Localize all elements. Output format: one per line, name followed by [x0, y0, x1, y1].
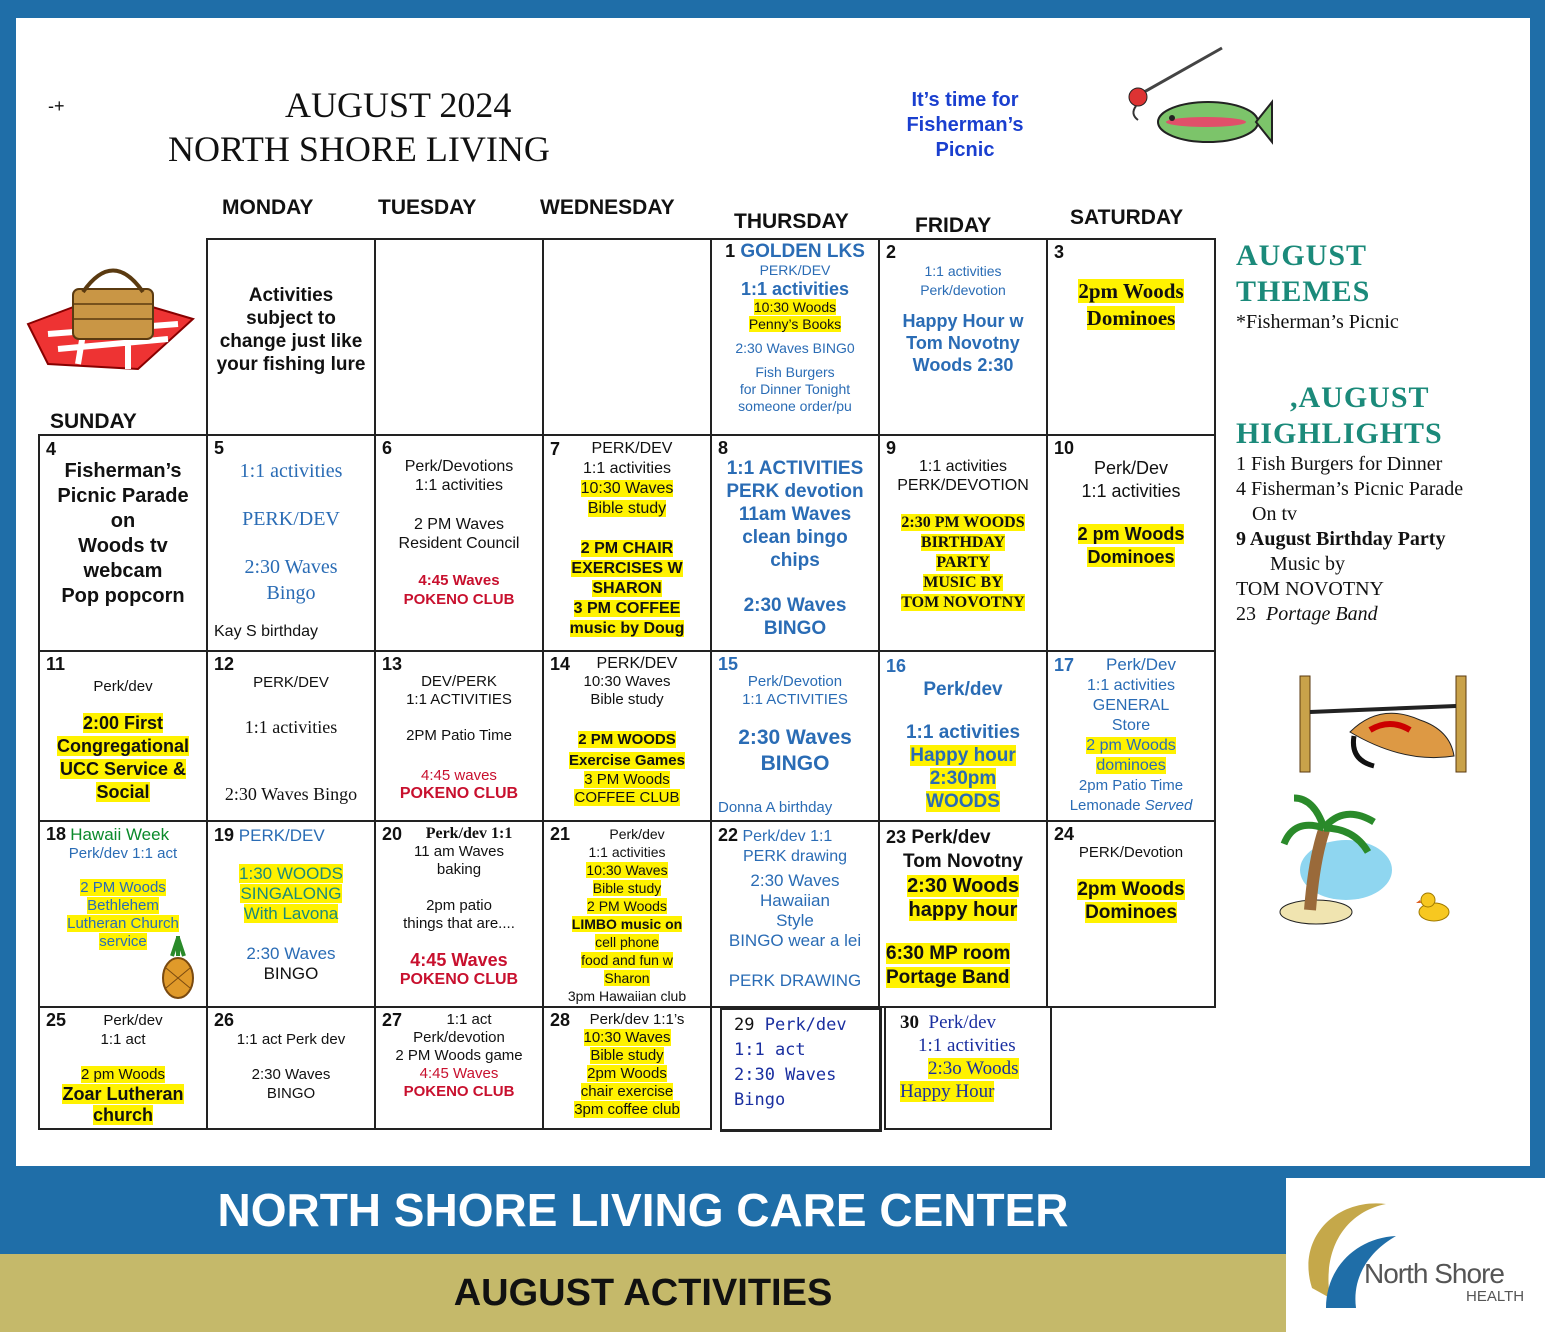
- logo-wordmark: North Shore: [1364, 1258, 1504, 1289]
- calendar-day-19: 19 PERK/DEV 1:30 WOODS SINGALONG With Lavona 2:30 Waves BINGO: [206, 820, 376, 1008]
- calendar-title-month: AUGUST 2024: [285, 85, 512, 125]
- highlight-item: Music by: [1270, 553, 1345, 575]
- footer-activities-banner: AUGUST ACTIVITIES: [0, 1254, 1286, 1332]
- calendar-day-4: 4 Fisherman’s Picnic Parade on Woods tv webcam Pop popcorn: [38, 434, 208, 652]
- day-header-thursday: THURSDAY: [734, 210, 849, 233]
- calendar-day-1: 1 GOLDEN LKS PERK/DEV 1:1 activities 10:30 Woods Penny’s Books 2:30 Waves BING0 Fish Burgers for Dinner Tonight someone order/pu: [710, 238, 880, 436]
- calendar-title-facility: NORTH SHORE LIVING: [168, 129, 550, 169]
- calendar-day-27: 27 1:1 act Perk/devotion 2 PM Woods game 4:45 Waves POKENO CLUB: [374, 1006, 544, 1130]
- calendar-day-15: 15 Perk/Devotion 1:1 ACTIVITIES 2:30 Waves BINGO Donna A birthday: [710, 650, 880, 822]
- day-header-wednesday: WEDNESDAY: [540, 196, 675, 219]
- highlight-item: 1 Fish Burgers for Dinner: [1236, 453, 1443, 475]
- calendar-day-17: 17 Perk/Dev 1:1 activities GENERAL Store 2 pm Woods dominoes 2pm Patio Time Lemonade Served: [1046, 650, 1216, 822]
- highlights-heading: ,AUGUST: [1290, 381, 1430, 414]
- calendar-day-28: 28 Perk/dev 1:1’s 10:30 Waves Bible study 2pm Woods chair exercise 3pm coffee club: [542, 1006, 712, 1130]
- calendar-day-23: 23 Perk/dev Tom Novotny 2:30 Woods happy hour 6:30 MP room Portage Band: [878, 820, 1048, 1008]
- activities-note: Activities subject to change just like your fishing lure: [216, 285, 366, 375]
- calendar-day-11: 11 Perk/dev 2:00 First Congregational UCC Service & Social: [38, 650, 208, 822]
- calendar-day-7: 7 PERK/DEV 1:1 activities 10:30 Waves Bible study 2 PM CHAIR EXERCISES W SHARON 3 PM COFFEE music by Doug: [542, 434, 712, 652]
- calendar-day-3: 3 2pm Woods Dominoes: [1046, 238, 1216, 436]
- themes-heading: AUGUST: [1236, 239, 1368, 272]
- calendar-day-2: 2 1:1 activities Perk/devotion Happy Hour w Tom Novotny Woods 2:30: [878, 238, 1048, 436]
- highlight-item: 4 Fisherman’s Picnic Parade: [1236, 478, 1464, 500]
- fisherman-tagline: It’s time for Fisherman’s Picnic: [906, 89, 1024, 161]
- calendar-day-21: 21 Perk/dev 1:1 activities 10:30 Waves Bible study 2 PM Woods LIMBO music on cell phone food and fun w Sharon 3pm Hawaiian club: [542, 820, 712, 1008]
- palm-tree-icon: [1276, 790, 1396, 935]
- calendar-day-13: 13 DEV/PERK 1:1 ACTIVITIES 2PM Patio Time 4:45 waves POKENO CLUB: [374, 650, 544, 822]
- pineapple-icon: [158, 934, 198, 1000]
- corner-mark: -+: [48, 96, 65, 116]
- day-header-friday: FRIDAY: [915, 214, 992, 237]
- calendar-day-30: 30 Perk/dev 1:1 activities 2:3o Woods Happy Hour: [884, 1006, 1052, 1130]
- calendar-day-18: 18 Hawaii Week Perk/dev 1:1 act 2 PM Woods Bethlehem Lutheran Church service: [38, 820, 208, 1008]
- theme-item: *Fisherman’s Picnic: [1236, 311, 1399, 333]
- fish-icon: [1120, 42, 1280, 162]
- themes-heading-sub: THEMES: [1236, 275, 1371, 308]
- calendar-day-29: 29 Perk/dev 1:1 act 2:30 Waves Bingo: [720, 1008, 882, 1132]
- august-themes: [1236, 238, 1526, 335]
- highlights-heading-sub: HIGHLIGHTS: [1236, 417, 1443, 450]
- limbo-icon: [1290, 670, 1480, 780]
- calendar-day-25: 25 Perk/dev 1:1 act 2 pm Woods Zoar Lutheran church: [38, 1006, 208, 1130]
- highlight-item: On tv: [1252, 503, 1297, 525]
- calendar-day-9: 9 1:1 activities PERK/DEVOTION 2:30 PM WOODS BIRTHDAY PARTY MUSIC BY TOM NOVOTNY: [878, 434, 1048, 652]
- calendar-day-6: 6 Perk/Devotions 1:1 activities 2 PM Waves Resident Council 4:45 Waves POKENO CLUB: [374, 434, 544, 652]
- calendar-note-cell: [206, 238, 376, 436]
- calendar-day-5: 5 1:1 activities PERK/DEV 2:30 Waves Bingo Kay S birthday: [206, 434, 376, 652]
- day-header-tuesday: TUESDAY: [378, 196, 477, 219]
- highlight-item: 23 Portage Band: [1236, 603, 1378, 625]
- highlight-item: 9 August Birthday Party: [1236, 528, 1446, 550]
- north-shore-health-logo: [1286, 1178, 1545, 1332]
- footer-facility-banner: NORTH SHORE LIVING CARE CENTER: [0, 1166, 1286, 1254]
- calendar-day-12: 12 PERK/DEV 1:1 activities 2:30 Waves Bingo: [206, 650, 376, 822]
- calendar-cell-empty: [542, 238, 712, 436]
- calendar-day-22: 22 Perk/dev 1:1 PERK drawing 2:30 Waves Hawaiian Style BINGO wear a lei PERK DRAWING: [710, 820, 880, 1008]
- picnic-basket-icon: [18, 244, 198, 374]
- calendar-day-26: 26 1:1 act Perk dev 2:30 Waves BINGO: [206, 1006, 376, 1130]
- calendar-day-20: 20 Perk/dev 1:1 11 am Waves baking 2pm patio things that are.... 4:45 Waves POKENO CLUB: [374, 820, 544, 1008]
- calendar-day-10: 10 Perk/Dev 1:1 activities 2 pm Woods Dominoes: [1046, 434, 1216, 652]
- calendar-day-14: 14 PERK/DEV 10:30 Waves Bible study 2 PM WOODS Exercise Games 3 PM Woods COFFEE CLUB: [542, 650, 712, 822]
- day-header-saturday: SATURDAY: [1070, 206, 1184, 229]
- day-header-sunday: SUNDAY: [50, 410, 137, 433]
- calendar-cell-empty: [374, 238, 544, 436]
- logo-swoosh-icon: [1286, 1178, 1545, 1332]
- highlight-item: TOM NOVOTNY: [1236, 578, 1384, 600]
- calendar-day-16: 16 Perk/dev 1:1 activities Happy hour 2:30pm WOODS: [878, 650, 1048, 822]
- calendar-day-8: 8 1:1 ACTIVITIES PERK devotion 11am Waves clean bingo chips 2:30 Waves BINGO: [710, 434, 880, 652]
- rubber-duck-icon: [1416, 888, 1452, 922]
- calendar-day-24: 24 PERK/Devotion 2pm Woods Dominoes: [1046, 820, 1216, 1008]
- logo-subword: HEALTH: [1466, 1288, 1525, 1305]
- august-highlights: [1236, 380, 1536, 627]
- day-header-monday: MONDAY: [222, 196, 314, 219]
